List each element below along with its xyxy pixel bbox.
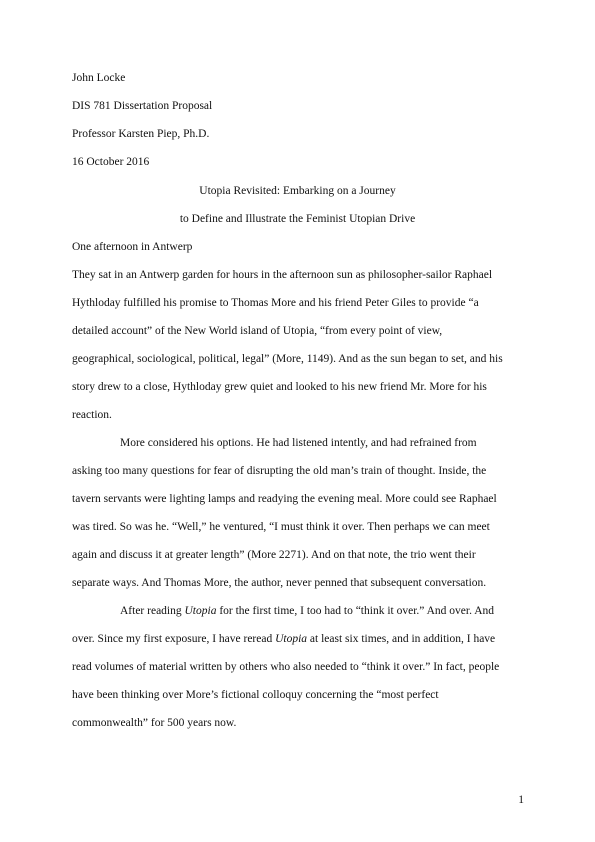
text-run: at least six times, and in addition, I have [307, 633, 496, 645]
paragraph-line: commonwealth” for 500 years now. [72, 717, 237, 729]
italic-book-title: Utopia [275, 633, 308, 645]
paragraph-line: asking too many questions for fear of disrupting the old man’s train of thought. Inside, the [72, 465, 487, 477]
paragraph-line [120, 605, 494, 617]
document-date: 16 October 2016 [72, 156, 150, 168]
text-run: After reading [120, 605, 185, 617]
paragraph-line: story drew to a close, Hythloday grew quiet and looked to his new friend Mr. More for his [72, 381, 487, 393]
professor-name: Professor Karsten Piep, Ph.D. [72, 128, 210, 140]
paragraph-line: Hythloday fulfilled his promise to Thomas More and his friend Peter Giles to provide “a [72, 297, 479, 309]
paragraph-line: was tired. So was he. “Well,” he ventured, “I must think it over. Then perhaps we can meet [72, 521, 490, 533]
paragraph-line: They sat in an Antwerp garden for hours in the afternoon sun as philosopher-sailor Raphael [72, 269, 493, 281]
paragraph-line: More considered his options. He had listened intently, and had refrained from [120, 437, 477, 449]
italic-book-title: Utopia [184, 605, 217, 617]
page-number: 1 [518, 794, 524, 806]
paragraph-line: have been thinking over More’s fictional colloquy concerning the “most perfect [72, 689, 439, 701]
paragraph-line: tavern servants were lighting lamps and readying the evening meal. More could see Raphael [72, 493, 497, 505]
paragraph-line: read volumes of material written by others who also needed to “think it over.” In fact, people [72, 661, 500, 673]
author-name: John Locke [72, 72, 126, 84]
course-title: DIS 781 Dissertation Proposal [72, 100, 213, 112]
text-run: for the first time, I too had to “think it over.” And over. And [216, 605, 495, 617]
paragraph-line: reaction. [72, 409, 112, 421]
text-run: over. Since my first exposure, I have reread [72, 633, 276, 645]
section-heading: One afternoon in Antwerp [72, 241, 193, 253]
paragraph-line: detailed account” of the New World island of Utopia, “from every point of view, [72, 325, 443, 337]
paragraph-line: geographical, sociological, political, legal” (More, 1149). And as the sun began to set, and his [72, 353, 503, 365]
title-line-1: Utopia Revisited: Embarking on a Journey [199, 185, 396, 197]
paragraph-line [72, 633, 495, 645]
paragraph-line: separate ways. And Thomas More, the author, never penned that subsequent conversation. [72, 577, 487, 589]
paragraph-line: again and discuss it at greater length” (More 2271). And on that note, the trio went their [72, 549, 476, 561]
title-line-2: to Define and Illustrate the Feminist Utopian Drive [179, 213, 416, 225]
